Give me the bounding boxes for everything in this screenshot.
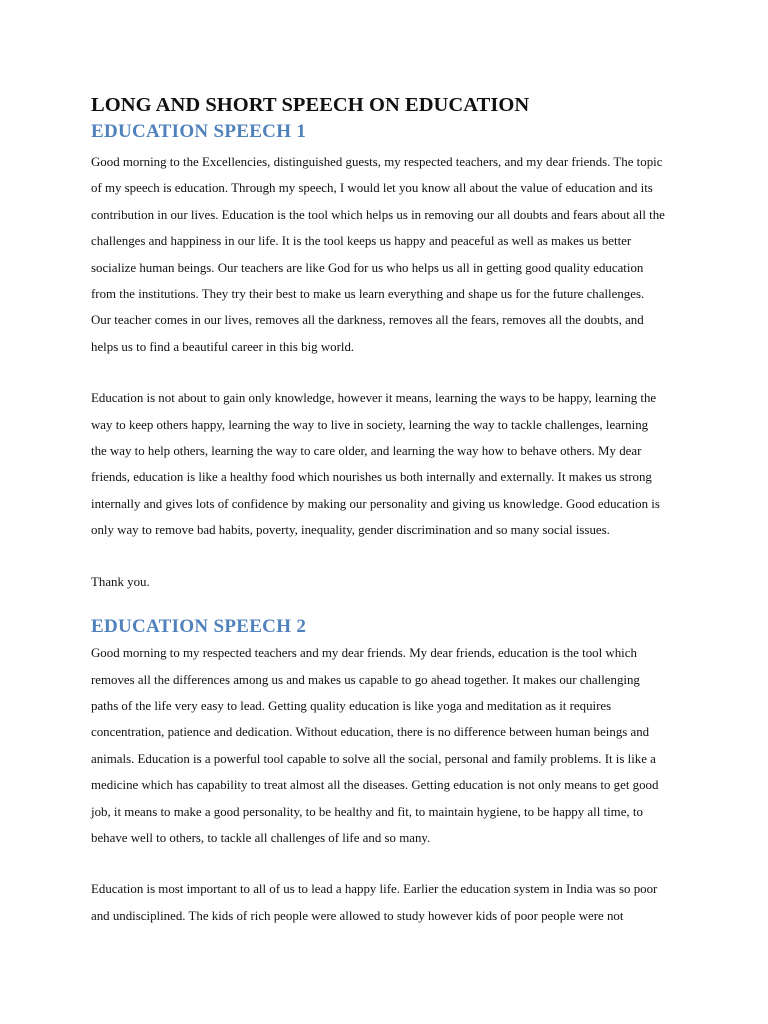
text-line: way to keep others happy, learning the way to live in society, learning the way to tackle challenges, learning [91, 417, 649, 432]
text-line: animals. Education is a powerful tool capable to solve all the social, personal and family problems. It is like a [91, 751, 656, 766]
paragraph [91, 876, 691, 929]
text-line: only way to remove bad habits, poverty, inequality, gender discrimination and so many social issues. [91, 523, 610, 538]
text-line: Good morning to the Excellencies, distinguished guests, my respected teachers, and my dear friends. The topic [91, 155, 663, 169]
text-line: the way to help others, learning the way to care older, and learning the way how to behave others. My dear [91, 444, 642, 459]
text-line: challenges and happiness in our life. It is the tool keeps us happy and peaceful as well as makes us better [91, 234, 632, 249]
text-line: Our teacher comes in our lives, removes all the darkness, removes all the fears, removes all the doubts, and [91, 313, 644, 328]
section-heading-speech-2: EDUCATION SPEECH 2 [91, 616, 307, 638]
text-line: job, it means to make a good personality, to be healthy and fit, to maintain hygiene, to be happy all time, to [91, 804, 643, 819]
document-title: LONG AND SHORT SPEECH ON EDUCATION [91, 94, 530, 116]
paragraph [91, 385, 691, 543]
text-line: removes all the differences among us and makes us capable to go ahead together. It makes our challenging [91, 672, 640, 687]
text-line: internally and gives lots of confidence by making our personality and giving us knowledge. Good education is [91, 496, 660, 511]
closing-line: Thank you. [91, 574, 150, 589]
text-line: Education is not about to gain only knowledge, however it means, learning the ways to be happy, learning the [91, 391, 657, 406]
text-line: paths of the life very easy to lead. Getting quality education is like yoga and meditation as it requires [91, 698, 612, 713]
text-line: Good morning to my respected teachers and my dear friends. My dear friends, education is the tool which [91, 646, 637, 661]
paragraph [91, 569, 691, 595]
text-line: concentration, patience and dedication. Without education, there is no difference between human beings and [91, 725, 650, 740]
paragraph [91, 149, 691, 360]
text-line: and undisciplined. The kids of rich people were allowed to study however kids of poor people were not [91, 908, 624, 923]
text-line: contribution in our lives. Education is the tool which helps us in removing our all doubts and fears about all the [91, 207, 665, 222]
text-line: medicine which has capability to treat almost all the diseases. Getting education is not only means to get good [91, 778, 659, 793]
text-line: behave well to others, to tackle all challenges of life and so many. [91, 830, 431, 845]
text-line: of my speech is education. Through my speech, I would let you know all about the value of education and its [91, 181, 653, 196]
section-heading-speech-1: EDUCATION SPEECH 1 [91, 121, 307, 142]
paragraph [91, 640, 691, 851]
text-line: socialize human beings. Our teachers are like God for us who helps us all in getting good quality education [91, 260, 644, 275]
text-line: from the institutions. They try their best to make us learn everything and shape us for the future challenges. [91, 287, 645, 302]
text-line: helps us to find a beautiful career in this big world. [91, 339, 355, 354]
text-line: Education is most important to all of us to lead a happy life. Earlier the education system in India was so poor [91, 882, 658, 897]
text-line: friends, education is like a healthy food which nourishes us both internally and externally. It makes us strong [91, 470, 652, 485]
document-page [91, 92, 691, 929]
